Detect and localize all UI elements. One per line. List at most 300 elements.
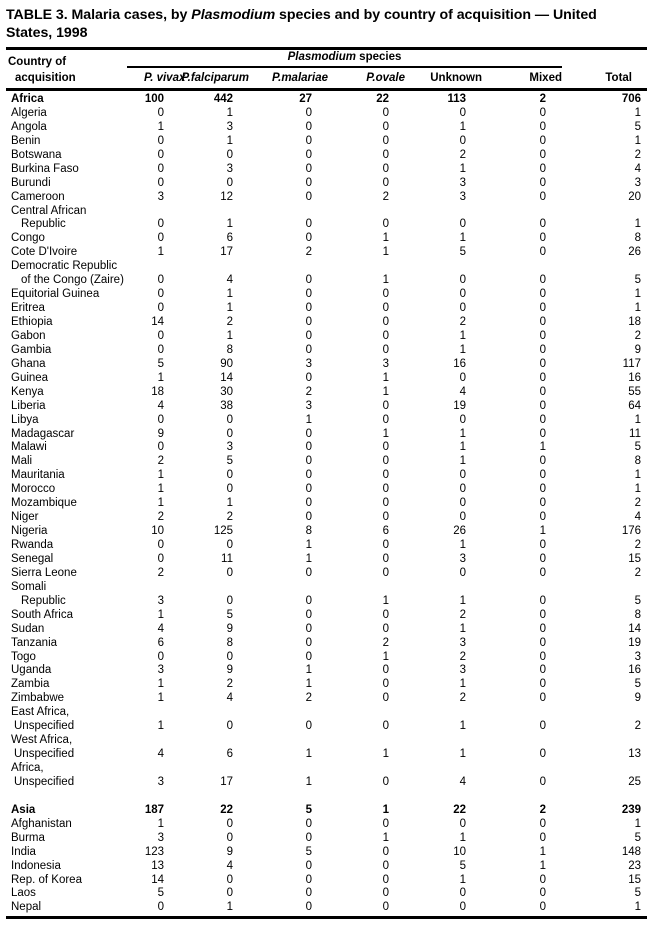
country-cell: Afghanistan (11, 817, 72, 830)
country-cell: Uganda (11, 664, 52, 677)
value-cell: 0 (226, 148, 233, 161)
value-cell: 0 (382, 441, 389, 454)
table-row (6, 191, 647, 205)
value-cell: 0 (539, 120, 546, 133)
value-cell: 1 (382, 371, 389, 384)
value-cell: 0 (539, 664, 546, 677)
value-cell (164, 706, 233, 720)
country-cell: Nigeria (11, 525, 48, 538)
value-cell: 113 (447, 93, 466, 105)
value-cell: 5 (634, 120, 641, 133)
table-row (6, 706, 647, 720)
value-cell: 3 (459, 176, 466, 189)
value-cell: 0 (305, 190, 312, 203)
value-cell (389, 581, 466, 595)
value-cell: 0 (539, 622, 546, 635)
value-cell: 0 (539, 455, 546, 468)
value-cell: 0 (157, 288, 164, 301)
value-cell: 5 (634, 887, 641, 900)
value-cell: 2 (157, 455, 164, 468)
value-cell: 0 (539, 469, 546, 482)
country-cell: India (11, 845, 36, 858)
value-cell: 3 (157, 190, 164, 203)
value-cell: 0 (305, 162, 312, 175)
table-row (6, 274, 647, 288)
value-cell (546, 205, 641, 219)
value-cell: 0 (157, 901, 164, 914)
value-cell: 0 (539, 831, 546, 844)
value-cell: 0 (157, 552, 164, 565)
country-cell: Cote D'Ivoire (11, 246, 78, 259)
value-cell: 13 (151, 859, 164, 872)
column-headers-row (6, 70, 647, 86)
value-cell: 0 (539, 190, 546, 203)
column-header-vivax (128, 70, 186, 86)
value-cell: 5 (157, 887, 164, 900)
value-cell: 5 (634, 831, 641, 844)
value-cell: 5 (226, 608, 233, 621)
value-cell: 1 (459, 622, 466, 635)
country-cell: Botswana (11, 148, 62, 161)
value-cell: 0 (305, 371, 312, 384)
value-cell (466, 706, 546, 720)
value-cell: 1 (305, 664, 312, 677)
value-cell (466, 762, 546, 776)
table-row (6, 846, 647, 860)
value-cell: 0 (459, 887, 466, 900)
country-cell: Equitorial Guinea (11, 288, 100, 301)
value-cell: 1 (382, 803, 389, 816)
value-cell: 176 (621, 525, 641, 538)
country-cell: Benin (11, 134, 41, 147)
value-cell: 0 (157, 148, 164, 161)
value-cell: 0 (305, 859, 312, 872)
table-row (6, 316, 647, 330)
value-cell: 1 (634, 817, 641, 830)
table-row (6, 818, 647, 832)
value-cell: 1 (157, 678, 164, 691)
country-cell: Libya (11, 413, 39, 426)
value-cell: 1 (539, 845, 546, 858)
value-cell: 2 (459, 692, 466, 705)
table-row (6, 609, 647, 623)
value-cell: 0 (382, 901, 389, 914)
table-row (6, 581, 647, 595)
value-cell: 0 (539, 748, 546, 761)
column-header-label: P.malariae (271, 72, 328, 84)
value-cell: 0 (382, 413, 389, 426)
value-cell: 0 (157, 539, 164, 551)
value-cell: 6 (226, 232, 233, 245)
country-cell: Nepal (11, 901, 42, 914)
value-cell (233, 260, 312, 274)
value-cell: 9 (634, 692, 641, 705)
value-cell: 5 (634, 274, 641, 287)
value-cell (128, 205, 164, 219)
value-cell: 0 (226, 720, 233, 733)
value-cell: 8 (305, 525, 312, 538)
value-cell: 1 (539, 859, 546, 872)
country-cell: Kenya (11, 385, 44, 398)
value-cell (389, 260, 466, 274)
value-cell: 0 (459, 497, 466, 510)
value-cell: 1 (226, 218, 233, 231)
value-cell: 4 (157, 399, 164, 412)
country-cell: South Africa (11, 608, 74, 621)
value-cell: 0 (226, 831, 233, 844)
value-cell: 4 (634, 511, 641, 524)
value-cell: 1 (305, 678, 312, 691)
table-row (6, 288, 647, 302)
value-cell: 1 (226, 497, 233, 510)
value-cell: 3 (459, 552, 466, 565)
value-cell: 0 (157, 106, 164, 119)
value-cell: 4 (634, 162, 641, 175)
value-cell: 0 (539, 539, 546, 551)
value-cell: 1 (305, 413, 312, 426)
value-cell: 4 (459, 775, 466, 788)
value-cell: 0 (539, 692, 546, 705)
value-cell: 1 (634, 469, 641, 482)
value-cell: 25 (628, 775, 641, 788)
value-cell: 0 (459, 302, 466, 315)
value-cell: 10 (453, 845, 466, 858)
value-cell: 0 (539, 329, 546, 342)
value-cell: 19 (628, 636, 641, 649)
value-cell (164, 762, 233, 776)
table-row (6, 692, 647, 706)
value-cell: 4 (459, 385, 466, 398)
value-cell: 0 (539, 497, 546, 510)
country-cell: Sudan (11, 622, 45, 635)
value-cell: 0 (539, 887, 546, 900)
table-row (6, 163, 647, 177)
value-cell: 14 (628, 622, 641, 635)
value-cell: 0 (305, 873, 312, 886)
table-title (6, 7, 647, 42)
country-cell: Algeria (11, 106, 47, 119)
value-cell: 1 (382, 650, 389, 663)
value-cell: 1 (157, 120, 164, 133)
value-cell: 0 (382, 566, 389, 579)
value-cell (128, 762, 164, 776)
value-cell: 0 (305, 176, 312, 189)
value-cell: 6 (382, 525, 389, 538)
value-cell: 0 (539, 650, 546, 663)
value-cell (233, 581, 312, 595)
value-cell: 0 (459, 106, 466, 119)
value-cell: 1 (382, 427, 389, 440)
country-header-line2: acquisition (15, 72, 76, 84)
value-cell: 0 (382, 678, 389, 691)
value-cell (233, 762, 312, 776)
country-cell: Republic (21, 594, 66, 607)
value-cell: 0 (539, 413, 546, 426)
table-row (6, 218, 647, 232)
value-cell: 0 (539, 357, 546, 370)
table-row (6, 330, 647, 344)
value-cell: 3 (226, 441, 233, 454)
value-cell: 0 (539, 399, 546, 412)
value-cell: 0 (226, 873, 233, 886)
value-cell: 17 (220, 246, 233, 259)
country-cell: Ghana (11, 357, 46, 370)
value-cell: 8 (634, 232, 641, 245)
value-cell: 1 (459, 162, 466, 175)
value-cell: 1 (382, 748, 389, 761)
value-cell: 0 (539, 817, 546, 830)
table-row (6, 441, 647, 455)
value-cell: 5 (459, 859, 466, 872)
value-cell: 125 (213, 525, 233, 538)
value-cell: 27 (299, 93, 312, 105)
value-cell: 4 (226, 692, 233, 705)
value-cell: 0 (305, 441, 312, 454)
table-row (6, 595, 647, 609)
value-cell: 0 (539, 176, 546, 189)
value-cell: 6 (226, 748, 233, 761)
value-cell (466, 205, 546, 219)
value-cell: 0 (305, 831, 312, 844)
table-row (6, 637, 647, 651)
value-cell: 3 (157, 664, 164, 677)
value-cell: 0 (305, 329, 312, 342)
value-cell: 3 (305, 357, 312, 370)
value-cell: 0 (305, 302, 312, 315)
value-cell: 0 (305, 427, 312, 440)
value-cell: 1 (226, 134, 233, 147)
value-cell: 1 (157, 720, 164, 733)
value-cell: 1 (382, 385, 389, 398)
country-cell: Togo (11, 650, 36, 663)
value-cell: 0 (305, 566, 312, 579)
value-cell: 19 (453, 399, 466, 412)
value-cell: 0 (226, 594, 233, 607)
value-cell: 16 (628, 371, 641, 384)
country-cell: Tanzania (11, 636, 58, 649)
value-cell: 1 (539, 441, 546, 454)
value-cell: 0 (459, 134, 466, 147)
column-header-label: P. vivax (144, 72, 186, 84)
column-header-label: Mixed (529, 72, 562, 84)
value-cell: 2 (157, 566, 164, 579)
value-cell: 1 (634, 901, 641, 914)
table-row (6, 469, 647, 483)
value-cell: 0 (157, 441, 164, 454)
value-cell: 706 (621, 93, 641, 105)
table-row (6, 302, 647, 316)
value-cell (312, 706, 389, 720)
column-header-label: P.ovale (366, 72, 405, 84)
value-cell (164, 734, 233, 748)
value-cell: 8 (634, 455, 641, 468)
value-cell: 0 (539, 134, 546, 147)
value-cell (233, 706, 312, 720)
table-row (6, 748, 647, 762)
value-cell: 0 (382, 887, 389, 900)
value-cell: 13 (628, 748, 641, 761)
value-cell: 3 (459, 190, 466, 203)
value-cell (233, 205, 312, 219)
value-cell: 0 (382, 622, 389, 635)
table-row (6, 358, 647, 372)
value-cell: 0 (539, 608, 546, 621)
value-cell (546, 260, 641, 274)
value-cell: 0 (382, 775, 389, 788)
country-cell: Unspecified (14, 775, 75, 788)
table-row (6, 539, 647, 553)
country-cell: Africa (11, 93, 44, 105)
value-cell: 0 (539, 594, 546, 607)
table-row (6, 232, 647, 246)
title-text-line2: States, 1998 (6, 24, 88, 41)
value-cell: 0 (539, 873, 546, 886)
value-cell: 0 (539, 288, 546, 301)
country-cell: Angola (11, 120, 47, 133)
table-row (6, 455, 647, 469)
title-text: species and by country of acquisition — United (275, 7, 597, 23)
value-cell: 2 (226, 511, 233, 524)
table-row (6, 372, 647, 386)
value-cell: 1 (459, 455, 466, 468)
value-cell (164, 581, 233, 595)
value-cell: 1 (459, 720, 466, 733)
value-cell: 2 (634, 720, 641, 733)
value-cell: 1 (157, 817, 164, 830)
value-cell: 1 (459, 831, 466, 844)
value-cell: 3 (634, 176, 641, 189)
value-cell: 1 (305, 552, 312, 565)
value-cell: 0 (226, 566, 233, 579)
value-cell: 26 (453, 525, 466, 538)
country-cell: Indonesia (11, 859, 61, 872)
value-cell: 0 (539, 218, 546, 231)
country-cell: Senegal (11, 552, 54, 565)
value-cell: 1 (226, 901, 233, 914)
table-row (6, 344, 647, 358)
country-cell: Africa, (11, 762, 44, 774)
value-cell: 90 (220, 357, 233, 370)
value-cell: 1 (459, 427, 466, 440)
value-cell: 2 (459, 148, 466, 161)
value-cell: 30 (220, 385, 233, 398)
value-cell: 2 (634, 329, 641, 342)
value-cell: 2 (305, 246, 312, 259)
value-cell: 2 (157, 511, 164, 524)
value-cell: 0 (305, 148, 312, 161)
value-cell (312, 762, 389, 776)
country-cell: Burkina Faso (11, 162, 79, 175)
table-row (6, 804, 647, 818)
value-cell: 3 (305, 399, 312, 412)
value-cell: 0 (382, 162, 389, 175)
value-cell: 0 (226, 469, 233, 482)
value-cell: 14 (151, 316, 164, 328)
value-cell: 1 (157, 246, 164, 259)
country-cell: East Africa, (11, 706, 70, 719)
value-cell: 2 (459, 316, 466, 328)
bottom-rule (6, 916, 647, 919)
value-cell: 0 (226, 413, 233, 426)
value-cell: 1 (157, 483, 164, 496)
value-cell: 22 (220, 803, 233, 816)
value-cell: 3 (157, 775, 164, 788)
value-cell: 0 (305, 511, 312, 524)
value-cell: 0 (305, 594, 312, 607)
country-cell: Asia (11, 803, 36, 816)
value-cell: 0 (382, 873, 389, 886)
value-cell: 0 (382, 148, 389, 161)
table-row (6, 720, 647, 734)
value-cell: 0 (305, 120, 312, 133)
value-cell: 0 (539, 232, 546, 245)
value-cell: 239 (621, 803, 641, 816)
value-cell: 1 (634, 413, 641, 426)
value-cell: 2 (539, 803, 546, 816)
value-cell: 0 (539, 636, 546, 649)
value-cell: 22 (376, 93, 389, 105)
value-cell: 3 (459, 664, 466, 677)
value-cell: 0 (539, 371, 546, 384)
value-cell: 0 (459, 371, 466, 384)
table-row (6, 678, 647, 692)
value-cell: 1 (226, 288, 233, 301)
table-row (6, 260, 647, 274)
value-cell: 0 (539, 566, 546, 579)
value-cell: 1 (459, 329, 466, 342)
value-cell: 1 (305, 748, 312, 761)
value-cell (128, 260, 164, 274)
value-cell: 1 (459, 232, 466, 245)
value-cell: 0 (157, 343, 164, 356)
country-cell: Laos (11, 887, 36, 900)
value-cell: 1 (157, 469, 164, 482)
country-cell: Zambia (11, 678, 50, 691)
value-cell: 0 (157, 413, 164, 426)
value-cell: 0 (382, 664, 389, 677)
value-cell (546, 706, 641, 720)
table-row (6, 734, 647, 748)
value-cell: 26 (628, 246, 641, 259)
table-row (6, 567, 647, 581)
value-cell: 0 (305, 497, 312, 510)
table-row (6, 135, 647, 149)
value-cell: 16 (628, 664, 641, 677)
value-cell: 0 (382, 469, 389, 482)
value-cell: 8 (634, 608, 641, 621)
table-row (6, 107, 647, 121)
value-cell: 0 (459, 288, 466, 301)
value-cell (389, 706, 466, 720)
value-cell: 1 (157, 371, 164, 384)
value-cell: 5 (459, 246, 466, 259)
country-cell: Mozambique (11, 497, 77, 510)
value-cell: 0 (382, 399, 389, 412)
value-cell: 3 (157, 594, 164, 607)
value-cell: 0 (305, 232, 312, 245)
table-row (6, 511, 647, 525)
table-header (6, 50, 647, 88)
value-cell: 0 (382, 134, 389, 147)
value-cell: 38 (220, 399, 233, 412)
country-cell: Eritrea (11, 302, 45, 315)
species-group-rest: species (355, 51, 402, 63)
value-cell: 0 (305, 901, 312, 914)
value-cell: 1 (459, 343, 466, 356)
value-cell: 5 (157, 357, 164, 370)
value-cell: 0 (539, 427, 546, 440)
value-cell: 0 (305, 720, 312, 733)
